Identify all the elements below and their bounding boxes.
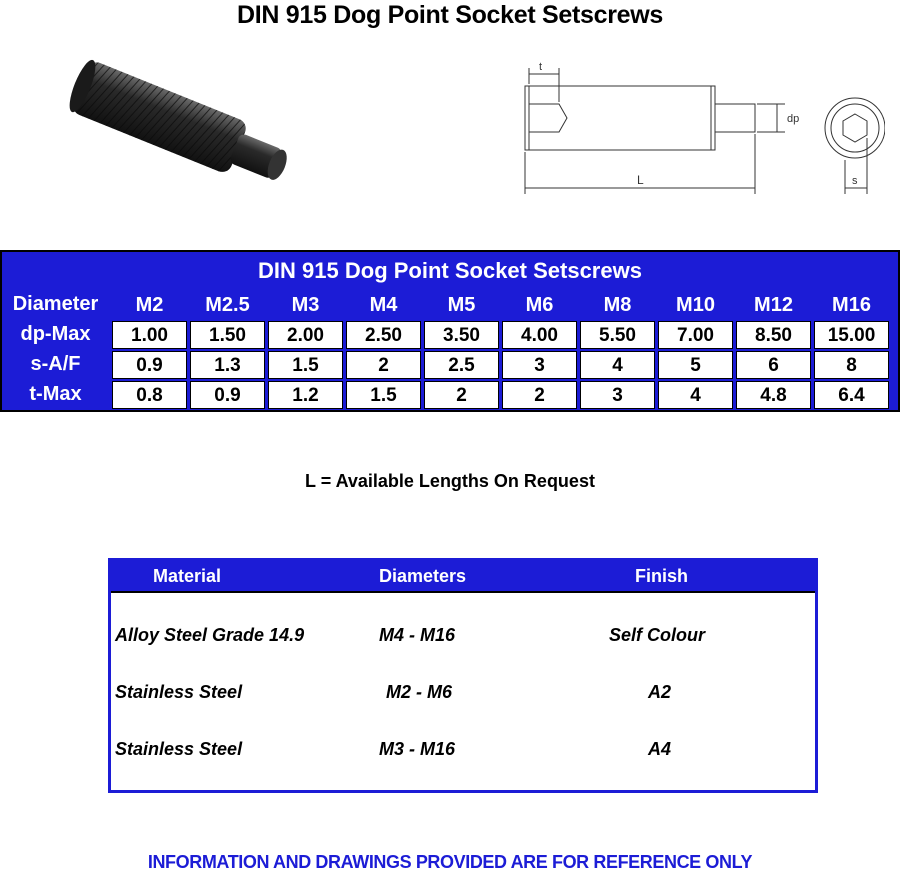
header-label: Diameter: [2, 290, 109, 318]
value-cell: 6: [736, 351, 811, 379]
finish-cell: A4: [648, 739, 672, 759]
value-cell: 4: [658, 381, 733, 409]
material-cell: Stainless Steel: [115, 682, 243, 702]
spec-table: [0, 250, 900, 412]
spec-table-title: DIN 915 Dog Point Socket Setscrews: [258, 258, 642, 283]
label-dp: dp: [787, 113, 800, 125]
diameters-cell: M4 - M16: [379, 625, 456, 645]
page-title: DIN 915 Dog Point Socket Setscrews: [236, 1, 664, 29]
spec-row-t: [2, 380, 898, 410]
setscrew-photo: [60, 58, 300, 208]
material-row: [111, 621, 815, 649]
row-label: s-A/F: [30, 353, 81, 375]
value-cell: 8.50: [736, 321, 811, 349]
disclaimer-note: INFORMATION AND DRAWINGS PROVIDED ARE FOR REFERENCE ONLY: [147, 852, 753, 872]
value-cell: 0.9: [112, 351, 187, 379]
label-t: t: [539, 61, 543, 73]
diameters-cell: M3 - M16: [379, 739, 456, 759]
spec-row-dp: [2, 320, 898, 350]
finish-header: Finish: [635, 566, 688, 586]
size-cell: M6: [502, 290, 577, 320]
material-table: [108, 558, 818, 793]
value-cell: 2: [346, 351, 421, 379]
value-cell: 0.8: [112, 381, 187, 409]
row-label: dp-Max: [20, 323, 91, 345]
finish-cell: Self Colour: [609, 625, 706, 645]
value-cell: 2.5: [424, 351, 499, 379]
size-cell: M10: [658, 290, 733, 320]
value-cell: 1.5: [268, 351, 343, 379]
value-cell: 1.3: [190, 351, 265, 379]
size-cell: M8: [580, 290, 655, 320]
value-cell: 3: [502, 351, 577, 379]
material-cell: Alloy Steel Grade 14.9: [115, 625, 305, 645]
spec-row-s: [2, 350, 898, 380]
spec-header-row: [2, 290, 898, 320]
value-cell: 0.9: [190, 381, 265, 409]
value-cell: 5: [658, 351, 733, 379]
value-cell: 3.50: [424, 321, 499, 349]
label-s: s: [852, 175, 858, 187]
value-cell: 1.5: [346, 381, 421, 409]
value-cell: 6.4: [814, 381, 889, 409]
value-cell: 2: [502, 381, 577, 409]
value-cell: 4: [580, 351, 655, 379]
diameters-header: Diameters: [379, 566, 467, 586]
size-cell: M12: [736, 290, 811, 320]
material-cell: Stainless Steel: [115, 739, 243, 759]
diameters-cell: M2 - M6: [386, 682, 453, 702]
label-L: L: [637, 173, 644, 187]
material-row: [111, 678, 815, 706]
material-table-header: [111, 561, 815, 593]
size-cell: M4: [346, 290, 421, 320]
finish-cell: A2: [648, 682, 672, 702]
value-cell: 7.00: [658, 321, 733, 349]
value-cell: 1.2: [268, 381, 343, 409]
value-cell: 4.00: [502, 321, 577, 349]
value-cell: 3: [580, 381, 655, 409]
size-cell: M2: [112, 290, 187, 320]
value-cell: 1.00: [112, 321, 187, 349]
size-cell: M16: [814, 290, 889, 320]
value-cell: 4.8: [736, 381, 811, 409]
value-cell: 8: [814, 351, 889, 379]
size-cell: M2.5: [190, 290, 265, 320]
value-cell: 2: [424, 381, 499, 409]
row-label: t-Max: [29, 383, 82, 405]
material-row: [111, 735, 815, 763]
value-cell: 1.50: [190, 321, 265, 349]
spec-grid: [2, 290, 898, 410]
value-cell: 2.00: [268, 321, 343, 349]
lengths-note: L = Available Lengths On Request: [305, 471, 595, 491]
size-cell: M3: [268, 290, 343, 320]
material-header: Material: [153, 566, 222, 586]
value-cell: 2.50: [346, 321, 421, 349]
size-cell: M5: [424, 290, 499, 320]
technical-drawing: [515, 58, 885, 208]
value-cell: 5.50: [580, 321, 655, 349]
value-cell: 15.00: [814, 321, 889, 349]
